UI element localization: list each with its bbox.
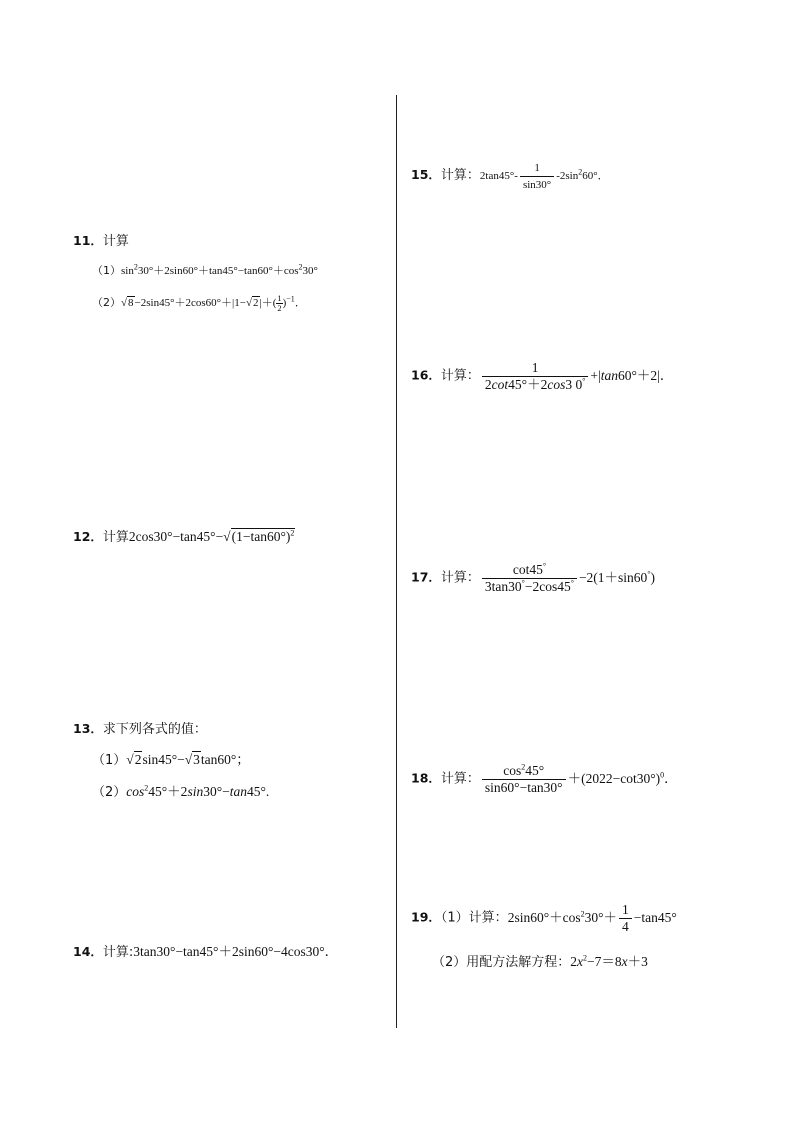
question-number: 16．	[411, 367, 441, 383]
column-divider	[396, 95, 397, 1028]
question-number: 19．	[411, 909, 441, 925]
question-number: 13．	[73, 721, 103, 736]
math-expression: 2tan45°- $\frac{1}{\sin 30^\circ}$ $-2\sin^260^\circ$．	[479, 162, 609, 191]
part-label: （1）	[92, 264, 121, 277]
question-text: 计算:	[102, 945, 134, 960]
question-14	[73, 940, 338, 960]
question-16	[411, 360, 673, 393]
math-expression: $2\cos 30^\circ-\tan 45^\circ-√(1-\tan 60^\circ)^2$	[128, 528, 295, 544]
question-text: 计算：	[440, 168, 480, 184]
question-13-part-2	[92, 780, 269, 800]
part-label: （1）计算：	[440, 910, 508, 926]
question-text: 计算：	[440, 368, 480, 384]
math-expression: $\cos^245^\circ+2\sin 30^\circ-\tan 45^\circ$.	[126, 783, 270, 799]
question-15	[411, 160, 609, 193]
question-text: 计算：	[440, 771, 480, 787]
question-text: 计算	[102, 530, 129, 545]
part-label: （1）	[92, 753, 127, 768]
question-19-part-2	[432, 950, 648, 970]
question-text: 计算	[102, 234, 129, 249]
question-number: 15．	[411, 167, 441, 183]
question-text: 求下列各式的值：	[102, 722, 207, 737]
math-expression: 3tan30°−tan45°＋2sin60°−4cos30°．	[133, 944, 339, 959]
math-expression: √2sin45°−√3tan60°；	[126, 752, 250, 767]
question-number: 17．	[411, 569, 441, 585]
question-number: 11．	[73, 233, 103, 248]
question-12	[73, 526, 295, 545]
math-expression: $\frac{1}{2\cot 45^\circ+2\cos 3 0^\circ}$ +|tan60°＋2|．	[480, 368, 673, 383]
math-expression: $\frac{\cot 45^\circ}{3\tan 30^\circ-2\cos 45^\circ}$ −2(1＋sin60°)	[480, 570, 655, 585]
part-label: （2）	[92, 296, 121, 310]
part-label: （2）	[92, 785, 127, 800]
question-17	[411, 562, 655, 595]
math-expression: √8−2sin45°＋2cos60°＋|1−√2|＋( $\frac{1}{2})^{-1}$．	[121, 293, 306, 313]
question-number: 14．	[73, 944, 103, 959]
math-expression: $2\sin 60^\circ+\cos^230^\circ+$ $\frac{1}{4}$ −tan45°	[507, 902, 677, 934]
question-11-part-2	[92, 294, 306, 313]
question-18	[411, 763, 678, 796]
question-number: 12．	[73, 529, 103, 544]
question-number: 18．	[411, 770, 441, 786]
question-11	[73, 230, 129, 249]
question-13-part-1	[92, 748, 250, 768]
part-label: （2）用配方法解方程：	[432, 955, 571, 970]
math-expression: $\frac{\cos^245^\circ}{\sin 60^\circ-\tan 30^\circ}$ $+(2022-\cot 30^\circ)^0$．	[480, 771, 678, 786]
question-11-part-1	[92, 262, 318, 278]
question-13	[73, 718, 207, 737]
math-expression: $\sin^230^\circ+2\sin 60^\circ+\tan 45^\circ-\tan 60^\circ+\cos^230^\circ$	[121, 262, 318, 277]
math-expression: $2x^2-7=8x+3$	[570, 953, 648, 969]
question-19	[411, 902, 677, 935]
question-text: 计算：	[440, 570, 480, 586]
